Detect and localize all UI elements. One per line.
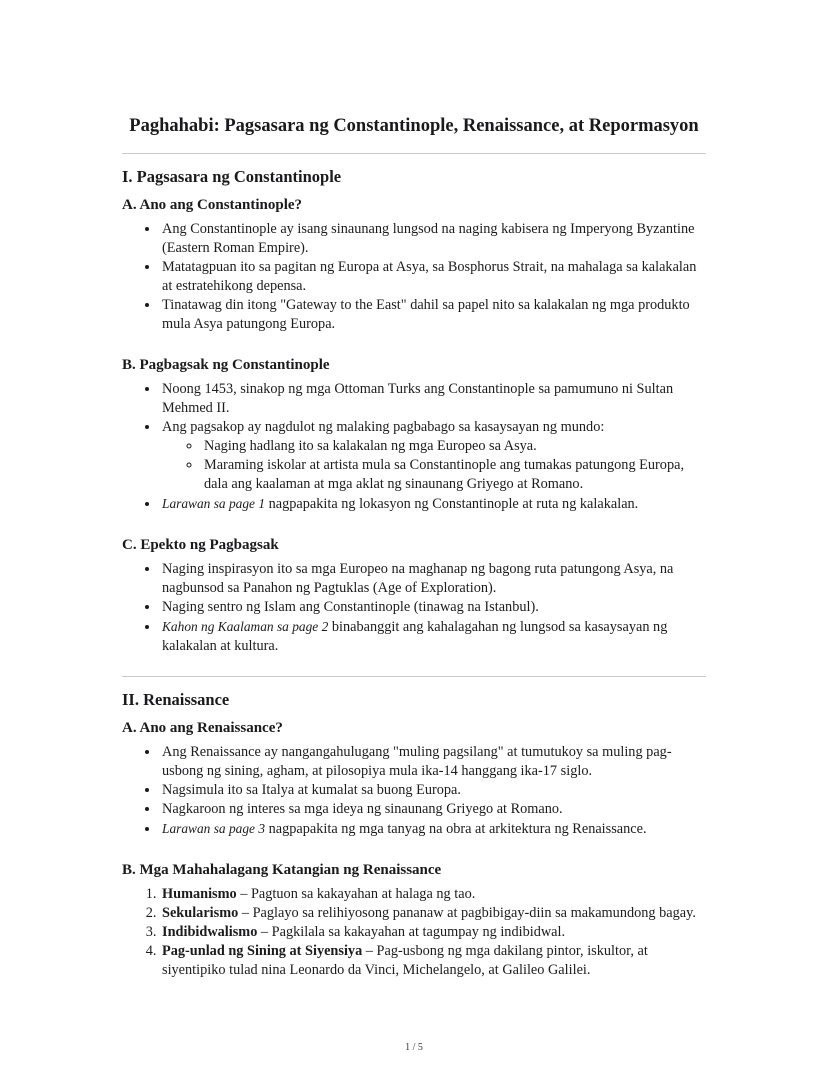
reference-note: Larawan sa page 1 xyxy=(162,496,266,511)
bullet-list xyxy=(122,220,706,334)
sub-bullet-item xyxy=(202,437,706,456)
bullet-text: Matatagpuan ito sa pagitan ng Europa at Asya, sa Bosphorus Strait, na mahalaga sa kalakalan at estratehikong depensa. xyxy=(162,259,697,294)
numbered-item xyxy=(160,885,706,904)
bullet-text: Ang pagsakop ay nagdulot ng malaking pagbabago sa kasaysayan ng mundo: xyxy=(162,419,605,435)
bullet-item xyxy=(160,560,706,598)
bullet-list xyxy=(122,743,706,839)
numbered-list xyxy=(122,885,706,980)
bullet-text: binabanggit ang kahalagahan ng lungsod sa kasaysayan ng kalakalan at kultura. xyxy=(162,619,668,654)
numbered-text: – Pag-usbong ng mga dakilang pintor, iskultor, at siyentipiko tulad nina Leonardo da Vinci, Michelangelo, at Galileo Galilei. xyxy=(162,943,648,978)
bullet-text: Naging inspirasyon ito sa mga Europeo na maghanap ng bagong ruta patungong Asya, na nagbunsod sa Panahon ng Pagtuklas (Age of Exploration). xyxy=(162,561,674,596)
reference-note: Larawan sa page 3 xyxy=(162,821,266,836)
numbered-item xyxy=(160,923,706,942)
title-divider xyxy=(122,153,706,154)
bullet-item xyxy=(160,494,706,514)
bullet-text: Ang Renaissance ay nangangahulugang "muling pagsilang" at tumutukoy sa muling pag-usbong ng sining, agham, at pilosopiya mula ika-14 hanggang ika-17 siglo. xyxy=(162,744,672,779)
page-number: 1 / 5 xyxy=(405,1042,423,1053)
bullet-text: Tinatawag din itong "Gateway to the East" dahil sa papel nito sa kalakalan ng mga produkto mula Asya patungong Europa. xyxy=(162,297,690,332)
subsection-heading-ano-ang-renaissance: A. Ano ang Renaissance? xyxy=(122,720,283,736)
bullet-text: nagpapakita ng lokasyon ng Constantinople at ruta ng kalakalan. xyxy=(265,496,639,512)
bullet-item xyxy=(160,258,706,296)
section-divider xyxy=(122,676,706,677)
term-indibidwalismo: Indibidwalismo xyxy=(162,924,258,940)
bullet-list xyxy=(122,380,706,514)
bullet-item xyxy=(160,800,706,819)
numbered-item xyxy=(160,942,706,980)
bullet-item xyxy=(160,380,706,418)
bullet-item xyxy=(160,418,706,494)
bullet-text: nagpapakita ng mga tanyag na obra at arkitektura ng Renaissance. xyxy=(265,821,647,837)
numbered-item xyxy=(160,904,706,923)
subsection-heading-epekto: C. Epekto ng Pagbagsak xyxy=(122,537,279,553)
section-heading-renaissance: II. Renaissance xyxy=(122,690,230,709)
numbered-text: – Pagtuon sa kakayahan at halaga ng tao. xyxy=(236,886,476,902)
term-sekularismo: Sekularismo xyxy=(162,905,239,921)
bullet-item xyxy=(160,743,706,781)
sub-bullet-item xyxy=(202,456,706,494)
bullet-text: Naging sentro ng Islam ang Constantinople (tinawag na Istanbul). xyxy=(162,599,539,615)
bullet-item xyxy=(160,781,706,800)
reference-note: Kahon ng Kaalaman sa page 2 xyxy=(162,619,329,634)
document-title: Paghahabi: Pagsasara ng Constantinople, Renaissance, at Repormasyon xyxy=(129,116,699,136)
bullet-item xyxy=(160,598,706,617)
subsection-heading-pagbagsak: B. Pagbagsak ng Constantinople xyxy=(122,357,330,373)
bullet-text: Nagkaroon ng interes sa mga ideya ng sinaunang Griyego at Romano. xyxy=(162,801,563,817)
subsection-heading-ano-ang-constantinople: A. Ano ang Constantinople? xyxy=(122,197,303,213)
bullet-item xyxy=(160,220,706,258)
numbered-text: – Pagkilala sa kakayahan at tagumpay ng indibidwal. xyxy=(257,924,566,940)
document-content xyxy=(122,0,706,980)
bullet-text: Ang Constantinople ay isang sinaunang lungsod na naging kabisera ng Imperyong Byzantine (Eastern Roman Empire). xyxy=(162,221,695,256)
subsection-heading-katangian: B. Mga Mahahalagang Katangian ng Renaissance xyxy=(122,862,442,878)
numbered-text: – Paglayo sa relihiyosong pananaw at pagbibigay-diin sa makamundong bagay. xyxy=(238,905,696,921)
sub-bullet-list xyxy=(162,437,706,494)
bullet-item xyxy=(160,296,706,334)
term-pag-unlad-sining: Pag-unlad ng Sining at Siyensiya xyxy=(162,943,363,959)
section-heading-constantinople: I. Pagsasara ng Constantinople xyxy=(122,167,342,186)
bullet-item xyxy=(160,617,706,656)
sub-bullet-text: Naging hadlang ito sa kalakalan ng mga Europeo sa Asya. xyxy=(204,438,537,454)
bullet-text: Nagsimula ito sa Italya at kumalat sa buong Europa. xyxy=(162,782,461,798)
term-humanismo: Humanismo xyxy=(162,886,237,902)
bullet-item xyxy=(160,819,706,839)
bullet-text: Noong 1453, sinakop ng mga Ottoman Turks ang Constantinople sa pamumuno ni Sultan Mehmed II. xyxy=(162,381,674,416)
sub-bullet-text: Maraming iskolar at artista mula sa Constantinople ang tumakas patungong Europa, dala ang kaalaman at mga aklat ng sinaunang Griyego at Romano. xyxy=(204,457,685,492)
bullet-list xyxy=(122,560,706,656)
